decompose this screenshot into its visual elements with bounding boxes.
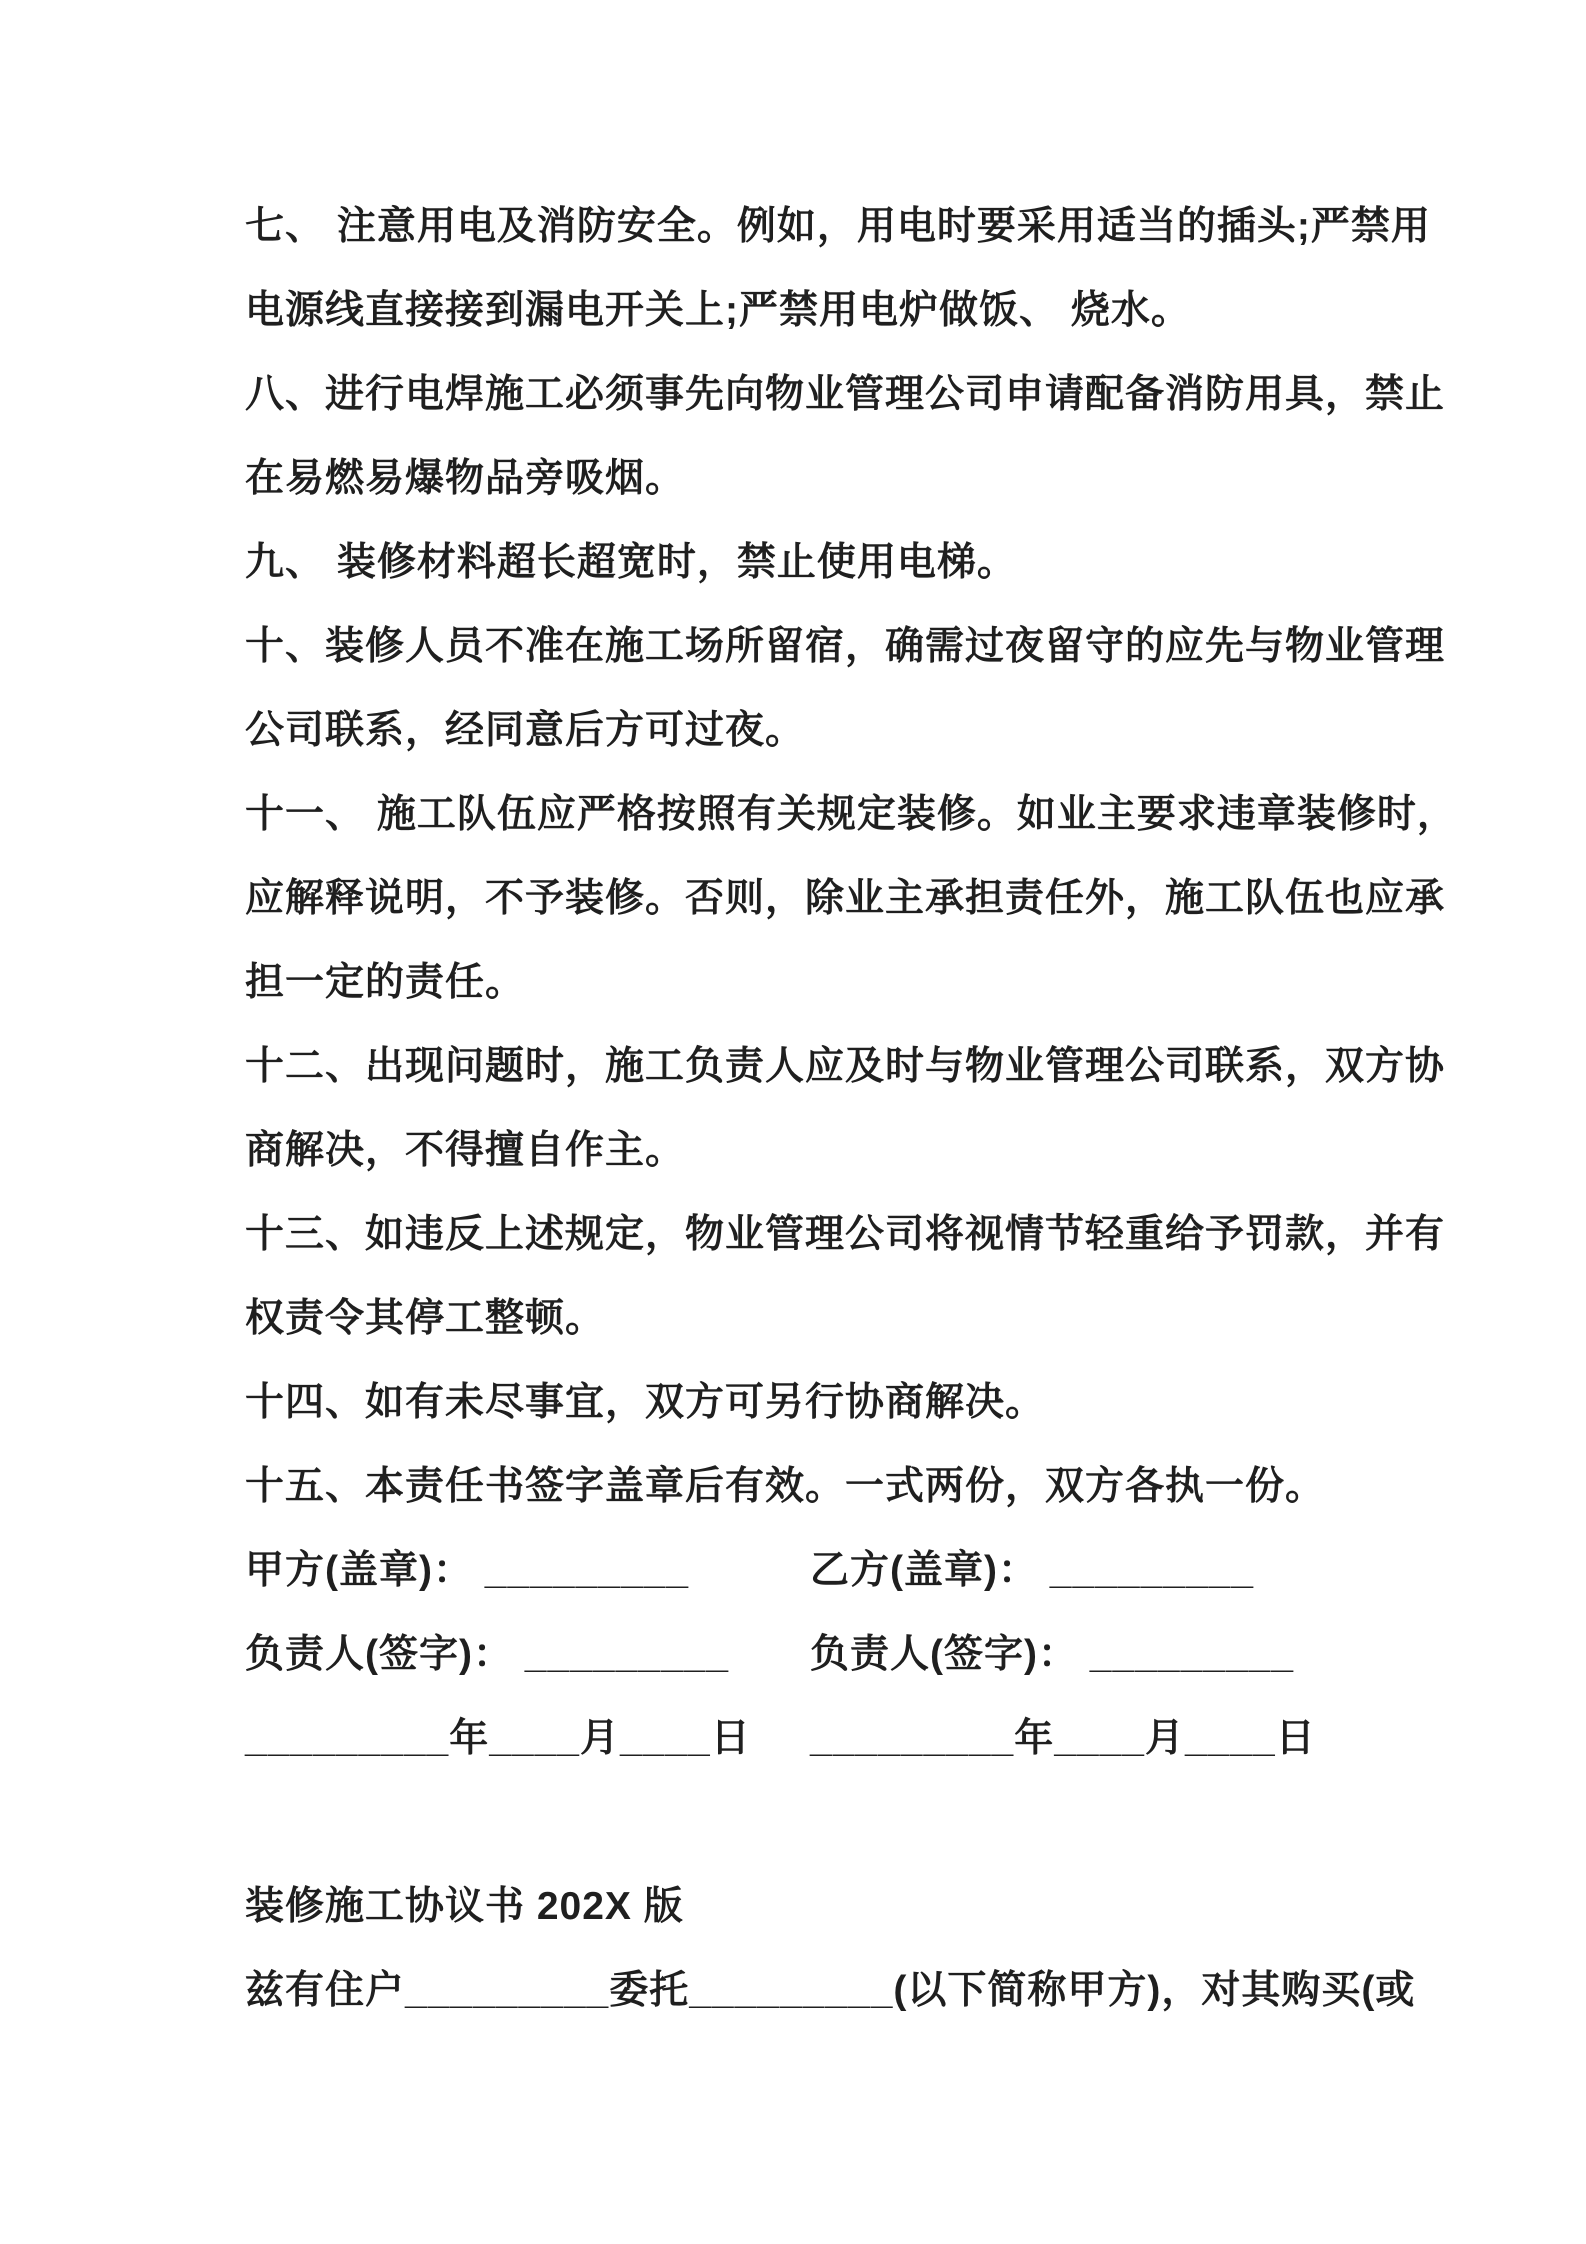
paragraph-line: 应解释说明，不予装修。否则，除业主承担责任外，施工队伍也应承 (245, 877, 1446, 920)
paragraph-line: 商解决，不得擅自作主。 (245, 1129, 686, 1172)
party-b-sign-line: 负责人(签字)： _________ (810, 1633, 1295, 1676)
next-section-first-line: 兹有住户_________委托_________(以下简称甲方)，对其购买(或 (245, 1969, 1416, 2012)
next-section-title: 装修施工协议书 202X 版 (245, 1885, 684, 1928)
paragraph-line: 担一定的责任。 (245, 961, 526, 1004)
paragraph-line: 九、 装修材料超长超宽时，禁止使用电梯。 (245, 541, 1017, 584)
party-b-date-line: _________年____月____日 (810, 1717, 1316, 1760)
party-a-seal-line: 甲方(盖章)： _________ (245, 1549, 690, 1592)
paragraph-line: 七、 注意用电及消防安全。例如，用电时要采用适当的插头;严禁用 (245, 205, 1431, 248)
party-a-sign-line: 负责人(签字)： _________ (245, 1633, 730, 1676)
paragraph-line: 权责令其停工整顿。 (245, 1297, 606, 1340)
section-gap (245, 1777, 1426, 1861)
paragraph-line: 八、进行电焊施工必须事先向物业管理公司申请配备消防用具，禁止 (245, 373, 1446, 416)
party-b-seal-line: 乙方(盖章)： _________ (810, 1549, 1255, 1592)
paragraph-line: 十四、如有未尽事宜，双方可另行协商解决。 (245, 1381, 1046, 1424)
paragraph-line: 公司联系，经同意后方可过夜。 (245, 709, 806, 752)
paragraph-line: 十三、如违反上述规定，物业管理公司将视情节轻重给予罚款，并有 (245, 1213, 1446, 1256)
party-a-date-line: _________年____月____日 (245, 1717, 751, 1760)
paragraph-line: 电源线直接接到漏电开关上;严禁用电炉做饭、 烧水。 (245, 289, 1191, 332)
paragraph-line: 十一、 施工队伍应严格按照有关规定装修。如业主要求违章装修时， (245, 793, 1457, 836)
signature-seal-row (245, 1525, 1426, 1609)
paragraph-line: 十、装修人员不准在施工场所留宿，确需过夜留守的应先与物业管理 (245, 625, 1446, 668)
signature-date-row (245, 1693, 1426, 1777)
paragraph-line: 十五、本责任书签字盖章后有效。一式两份，双方各执一份。 (245, 1465, 1326, 1508)
paragraph-line: 十二、出现问题时，施工负责人应及时与物业管理公司联系，双方协 (245, 1045, 1446, 1088)
signature-sign-row (245, 1609, 1426, 1693)
paragraph-line: 在易燃易爆物品旁吸烟。 (245, 457, 686, 500)
